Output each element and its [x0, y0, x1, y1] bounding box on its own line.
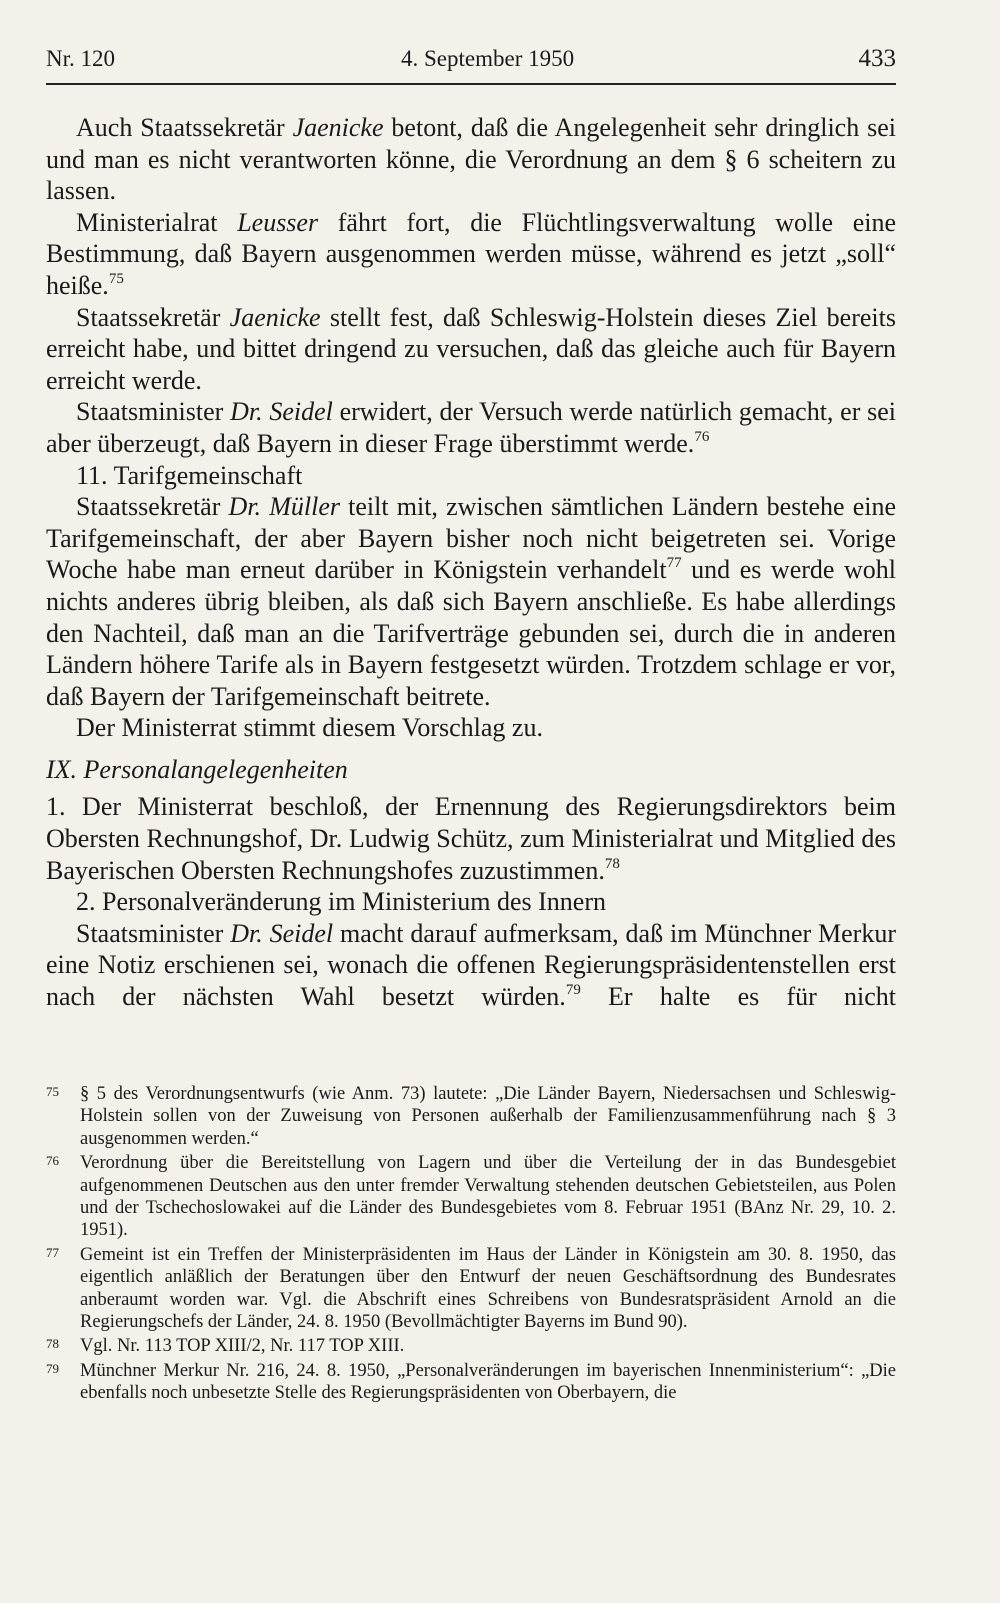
section-heading: IX. Personalangelegenheiten [46, 754, 348, 784]
paragraph: Staatsminister Dr. Seidel macht darauf aufmerksam, daß im Münchner Merkur eine Notiz erschienen sei, wonach die offenen Regierungspräsidentenstellen erst nach der nächsten Wahl besetzt würden.$^{79}$ Er halte es für nicht [46, 918, 896, 1012]
person-name: Jaenicke [229, 302, 321, 332]
running-header [46, 44, 896, 84]
header-rule [46, 83, 896, 85]
footnote-number: 79 [46, 1360, 59, 1376]
paragraph: Staatsminister Dr. Seidel erwidert, der Versuch werde natürlich gemacht, er sei aber überzeugt, daß Bayern in dieser Frage überstimmt werde.$^{76}$ [46, 397, 896, 458]
footnote-ref: 75 [108, 270, 124, 287]
footnote-number: 76 [46, 1153, 59, 1169]
footnote-number: 78 [46, 1336, 59, 1352]
person-name: Leusser [237, 207, 319, 237]
footnote-ref: 76 [694, 428, 710, 445]
paragraph: Auch Staatssekretär Jaenicke betont, daß die Angelegenheit sehr dringlich sei und man es nicht verantworten könne, die Verordnung an dem § 6 scheitern zu lassen. [46, 113, 897, 206]
person-name: Jaenicke [292, 113, 384, 142]
page-number: 433 [858, 45, 896, 72]
document-date: 4. September 1950 [401, 46, 575, 71]
person-name: Dr. Müller [228, 492, 340, 522]
agenda-item-heading: 2. Personalveränderung im Ministerium des Innern [76, 887, 606, 917]
footnote: 78 Vgl. Nr. 113 TOP XIII/2, Nr. 117 TOP XIII. [46, 1336, 405, 1357]
paragraph: Ministerialrat Leusser fährt fort, die Flüchtlingsverwaltung wolle eine Bestimmung, daß Bayern ausgenommen werden müsse, während es jetzt „soll“ heiße.$^{75}$ [46, 207, 896, 300]
paragraph: 1. Der Ministerrat beschloß, der Ernennung des Regierungsdirektors beim Obersten Rechnungshof, Dr. Ludwig Schütz, zum Ministerialrat und Mitglied des Bayerischen Obersten Rechnungshofes zuzustimmen.$^{78}$ [46, 792, 896, 885]
document-number: Nr. 120 [46, 46, 115, 71]
paragraph: Der Ministerrat stimmt diesem Vorschlag zu. [76, 713, 543, 743]
footnote: 76 Verordnung über die Bereitstellung von Lagern und über die Verteilung der in das Bundesgebiet aufgenommenen Deutschen aus den unter fremder Verwaltung stehenden deutschen Gebietsteilen, aus Polen und der Tschechoslowakei auf die Länder des Bundesgebietes vom 8. Februar 1951 (BAnz Nr. 29, 10. 2. 1951). [46, 1153, 896, 1241]
footnote: 77 Gemeint ist ein Treffen der Ministerpräsidenten im Haus der Länder in Königstein am 30. 8. 1950, das eigentlich anläßlich der Beratungen über den Entwurf der neuen Geschäftsordnung des Bundesrates anberaumt worden war. Vgl. die Abschrift eines Schreibens von Bundesratspräsident Arnold an die Regierungschefs der Länder, 24. 8. 1950 (Bevollmächtigter Bayerns im Bund 90). [46, 1244, 896, 1333]
agenda-item-heading: 11. Tarifgemeinschaft [76, 460, 303, 490]
footnote-ref: 79 [565, 982, 581, 999]
person-name: Dr. Seidel [230, 397, 333, 427]
footnote-ref: 78 [604, 855, 620, 872]
footnote-ref: 77 [666, 555, 682, 572]
main-text [46, 112, 896, 1013]
person-name: Dr. Seidel [230, 918, 334, 948]
footnote-number: 75 [46, 1084, 59, 1099]
footnote: 75 § 5 des Verordnungsentwurfs (wie Anm. 73) lautete: „Die Länder Bayern, Niedersachsen und Schleswig-Holstein sollen von der Zuweisung von Personen außerhalb der Familienzusammenführung nach § 3 ausgenommen werden.“ [46, 1084, 896, 1149]
footnotes [46, 1083, 896, 1407]
paragraph: Staatssekretär Jaenicke stellt fest, daß Schleswig-Holstein dieses Ziel bereits erreicht habe, und bittet dringend zu versuchen, daß das gleiche auch für Bayern erreicht werde. [46, 302, 896, 395]
footnote-number: 77 [46, 1244, 59, 1260]
footnote: 79 Münchner Merkur Nr. 216, 24. 8. 1950, „Personalveränderungen im bayerischen Innenministerium“: „Die ebenfalls noch unbesetzte Stelle des Regierungspräsidenten von Oberbayern, die [46, 1360, 896, 1404]
paragraph: Staatssekretär Dr. Müller teilt mit, zwischen sämtlichen Ländern bestehe eine Tarifgemeinschaft, der aber Bayern bisher noch nicht beigetreten sei. Vorige Woche habe man erneut darüber in Königstein verhandelt$^{77}$ und es werde wohl nichts anderes übrig bleiben, als daß sich Bayern anschließe. Es habe allerdings den Nachteil, daß man an die Tarifverträge gebunden sei, durch die in anderen Ländern höhere Tarife als in Bayern festgesetzt würden. Trotzdem schlage er vor, daß Bayern der Tarifgemeinschaft beitrete. [46, 492, 896, 711]
